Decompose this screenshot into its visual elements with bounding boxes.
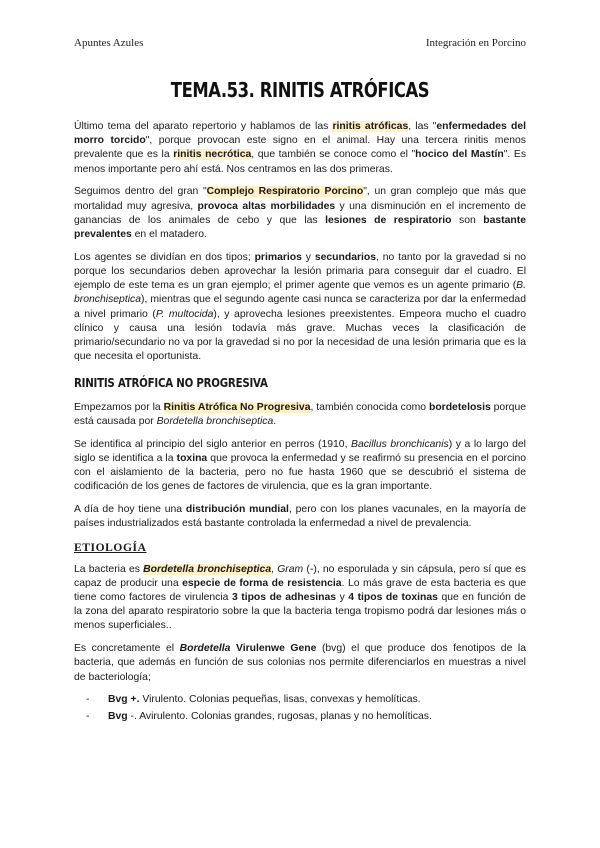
- paragraph-complex: [74, 185, 526, 242]
- header-right: Integración en Porcino: [425, 37, 526, 49]
- bold-term: lesiones de respiratorio: [325, 214, 452, 226]
- section-heading: RINITIS ATRÓFICA NO PROGRESIVA: [74, 375, 268, 391]
- paragraph-bordetelosis: [74, 401, 526, 429]
- italic-term: B. bronchiseptica: [74, 280, 526, 306]
- italic-term: Bordetella bronchiseptica: [156, 415, 274, 427]
- highlight-term: rinitis necrótica: [173, 149, 252, 161]
- highlight-term: Complejo Respiratorio Porcino: [206, 186, 364, 198]
- highlight-term: rinitis atróficas: [332, 121, 409, 132]
- text: ,: [271, 563, 278, 575]
- paragraph-distribution: [74, 503, 526, 531]
- bold-term: 4 tipos de toxinas: [348, 592, 438, 604]
- document-body: [74, 120, 526, 726]
- bold-term: secundarios: [314, 251, 377, 263]
- text: porque está causada por: [74, 401, 527, 427]
- bold-term: hocico del Mastín: [415, 149, 504, 161]
- text: Seguimos dentro del gran ": [74, 186, 207, 198]
- text: y: [336, 592, 349, 604]
- paragraph-bvg: [74, 642, 526, 685]
- text: Los agentes se dividían en dos tipos;: [74, 251, 255, 263]
- text: La bacteria es: [74, 563, 144, 575]
- text: (-), no esporulada y sin cápsula, pero sí que es capaz de producir una: [74, 563, 526, 589]
- text: , las ": [408, 121, 437, 132]
- text: ", porque provocan este signo en el animal. Hay una tercera rinitis menos prevalente que es la: [74, 135, 526, 161]
- text: y: [301, 251, 315, 263]
- page-header: [74, 37, 526, 53]
- bold-term: toxina: [176, 452, 208, 464]
- bold-italic-term: Bordetella: [179, 643, 231, 655]
- text: son: [451, 214, 484, 226]
- bold-term: 3 tipos de adhesinas: [231, 592, 337, 604]
- text: ), mientras que el segundo agente casi nunca se caracteriza por dar la enfermedad a nivel primario (: [74, 294, 526, 320]
- italic-term: Bacillus bronchicanis: [351, 438, 449, 450]
- header-left: Apuntes Azules: [74, 37, 144, 49]
- subsection-heading: ETIOLOGÍA: [74, 542, 147, 555]
- text: Virulento. Colonias pequeñas, lisas, convexas y hemolíticas.: [139, 694, 421, 706]
- bold-term: especie de forma de resistencia: [182, 577, 342, 589]
- italic-term: Gram: [277, 563, 304, 575]
- paragraph-history: [74, 438, 526, 495]
- bold-term: Bvg: [108, 710, 128, 722]
- paragraph-intro: [74, 120, 526, 177]
- bold-term: Virulenwe Gene: [230, 643, 317, 655]
- text: Se identifica al principio del siglo anterior en perros (1910,: [74, 438, 352, 450]
- text: ", un gran complejo que más que mortalidad muy agresiva,: [74, 186, 526, 212]
- list-item: [86, 693, 526, 707]
- bold-term: enfermedades del morro torcido: [74, 121, 526, 147]
- text: y una disminución en el incremento de ganancias de los animales de cebo y que las: [74, 200, 526, 226]
- highlight-term: Bordetella bronchiseptica: [143, 563, 272, 575]
- text: ) y a lo largo del siglo se identifica a la: [74, 438, 526, 464]
- text: , también conocida como: [310, 401, 429, 413]
- highlight-term: Rinitis Atrófica No Progresiva: [163, 401, 311, 413]
- text: Último tema del aparato repertorio y hablamos de las: [74, 121, 333, 132]
- text: , pero con los planes vacunales, en la mayoría de países industrializados está bastante controlada la enfermedad a nivel de prevalencia.: [74, 504, 526, 530]
- bold-term: bastante prevalentes: [74, 214, 526, 241]
- text: que provoca la enfermedad y se reafirmó su presencia en el porcino con el aislamiento de la bacteria, pero no fue hasta 1960 que se descubrió el sistema de codificación de los genes de factores de virulencia, que es la gran importante.: [74, 452, 527, 493]
- bold-term: provoca altas morbilidades: [197, 200, 336, 212]
- list-item: [86, 710, 526, 724]
- text: ". Es menos importante pero ahí está. Nos centramos en las dos primeras.: [74, 149, 527, 175]
- text: -. Avirulento. Colonias grandes, rugosas, planas y no hemolíticas.: [127, 710, 432, 722]
- bold-term: distribución mundial: [185, 504, 289, 516]
- text: .: [273, 415, 277, 427]
- text: , que también se conoce como el ": [251, 149, 416, 161]
- text: . Lo más grave de esta bacteria es que tiene como factores de virulencia: [74, 577, 527, 604]
- italic-term: P. multocida: [155, 308, 214, 320]
- text: A día de hoy tiene una: [74, 504, 186, 516]
- page-title: TEMA.53. RINITIS ATRÓFICAS: [170, 78, 430, 102]
- text: en el matadero.: [131, 229, 207, 241]
- text: Es concretamente el: [74, 643, 180, 655]
- bold-term: primarios: [254, 251, 302, 263]
- paragraph-agents: [74, 251, 526, 365]
- bullet-list: [74, 693, 526, 723]
- bold-term: bordetelosis: [428, 401, 491, 413]
- text: (bvg) el que produce dos fenotipos de la bacteria, que además en función de sus colonias nos permite diferenciarlos en muestras a nivel de bacteriología;: [74, 643, 526, 683]
- text: ), y aprovecha lesiones preexistentes. Empeora mucho el cuadro clínico y causa una lesión todavía más grave. Muchas veces la clasificación de primario/secundario no va por la gravedad si no por la necesidad de una lesión primaria que es la que necesita el oportunista.: [74, 308, 526, 363]
- text: Empezamos por la: [74, 401, 164, 413]
- bold-term: Bvg +.: [108, 694, 140, 706]
- paragraph-bacteria: [74, 563, 526, 634]
- text: que en función de la zona del aparato respiratorio sobre la que la bacteria tenga tropismo podrá dar lesiones más o menos superficiales..: [74, 592, 526, 632]
- text: , no tanto por la gravedad si no porque los secundarios deben aprovechar la lesión primaria para conseguir dar el cuadro. El ejemplo de este tema es un gran ejemplo; el primer agente que vemos es un agente primario (: [74, 251, 526, 292]
